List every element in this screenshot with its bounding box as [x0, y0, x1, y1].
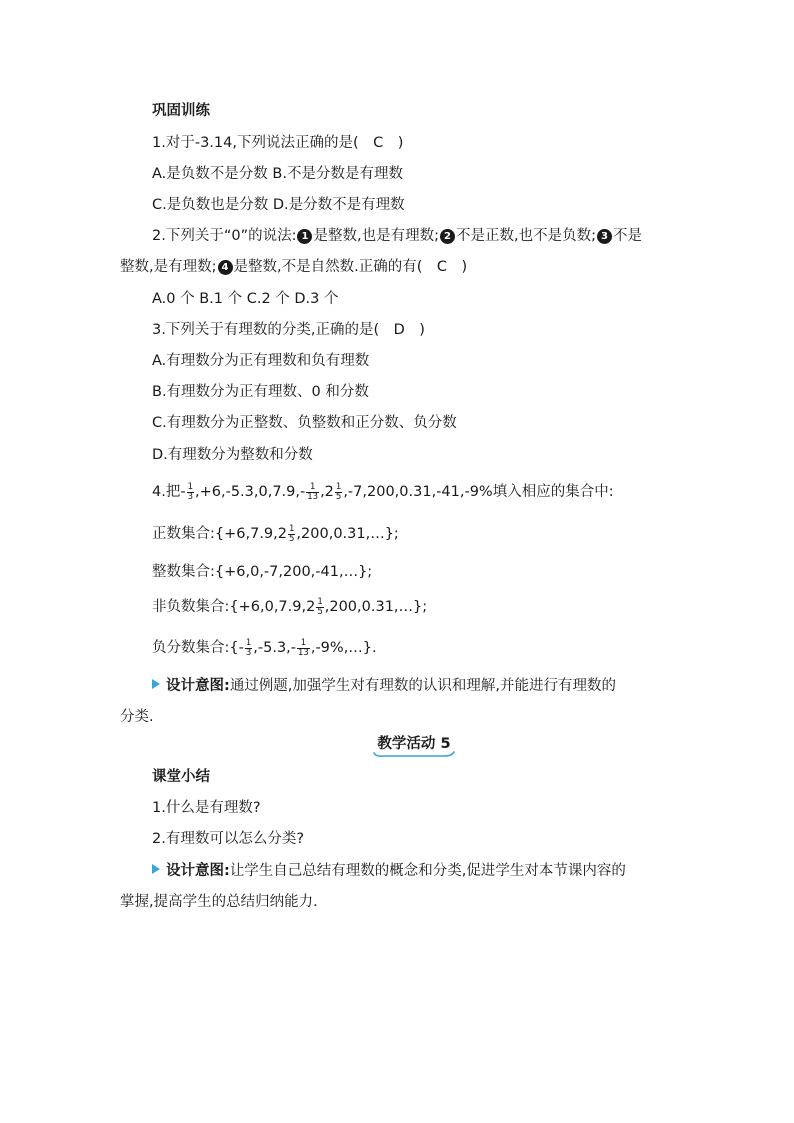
negative-fraction-set-text-2: ,-5.3,-: [253, 640, 297, 656]
title-underline-swoosh-icon: [372, 751, 456, 759]
fraction: [297, 639, 310, 658]
activity-title-text: 教学活动 5: [377, 736, 451, 752]
q4-text-1: 4.把-: [152, 484, 186, 500]
activity-title: [372, 734, 456, 754]
fraction-denominator: 13: [307, 491, 319, 502]
positive-set-text-1: 正数集合:{+6,7.9,2: [152, 526, 287, 542]
fraction-numerator: 1: [297, 639, 310, 649]
triangle-marker-icon: [152, 679, 160, 689]
fraction: [245, 639, 252, 658]
nonnegative-set-text-1: 非负数集合:{+6,0,7.9,2: [152, 599, 316, 615]
practice-heading: 巩固训练: [152, 103, 210, 119]
fraction: [335, 483, 342, 502]
circled-number-4: 4: [218, 260, 233, 275]
triangle-marker-icon: [152, 864, 160, 874]
summary-q2: 2.有理数可以怎么分类?: [152, 831, 305, 847]
practice-design-intent: [152, 676, 616, 696]
fraction-denominator: 13: [298, 647, 309, 658]
fraction-denominator: 5: [335, 491, 342, 502]
fraction-denominator: 3: [245, 647, 252, 658]
q2-stem: 2.下列关于“0”的说法:: [152, 228, 297, 244]
fraction: [316, 598, 323, 617]
design-intent-label: 设计意图:: [166, 678, 230, 694]
summary-q1: 1.什么是有理数?: [152, 800, 261, 816]
q4-text-2: ,+6,-5.3,0,7.9,-: [195, 484, 306, 500]
q4-stem: [152, 482, 614, 502]
summary-heading: 课堂小结: [152, 769, 210, 785]
q2-line2: [120, 257, 467, 277]
negative-fraction-set: [152, 638, 377, 658]
circled-number-3: 3: [597, 229, 612, 244]
fraction-numerator: 1: [245, 637, 252, 648]
q2-line1: [152, 226, 642, 246]
design-intent-label: 设计意图:: [166, 863, 230, 879]
positive-set-text-2: ,200,0.31,…};: [296, 526, 399, 542]
nonnegative-set: [152, 597, 427, 617]
q2-statement-1: 是整数,也是有理数;: [313, 228, 439, 244]
q2-statement-3-cont: 整数,是有理数;: [120, 259, 217, 275]
q3-option-a: A.有理数分为正有理数和负有理数: [152, 353, 370, 369]
negative-fraction-set-text-1: 负分数集合:{-: [152, 640, 244, 656]
q4-text-4: ,-7,200,0.31,-41,-9%填入相应的集合中:: [343, 484, 614, 500]
fraction-denominator: 5: [317, 606, 323, 617]
fraction-numerator: 1: [335, 481, 342, 492]
q3-option-c: C.有理数分为正整数、负整数和正分数、负分数: [152, 415, 457, 431]
circled-number-2: 2: [440, 229, 455, 244]
fraction-denominator: 3: [187, 491, 193, 502]
fraction-numerator: 1: [289, 523, 295, 534]
fraction-numerator: 1: [187, 481, 193, 492]
design-intent-text: 让学生自己总结有理数的概念和分类,促进学生对本节课内容的: [229, 863, 626, 879]
fraction: [187, 483, 194, 502]
fraction-denominator: 5: [289, 533, 295, 544]
integer-set: 整数集合:{+6,0,-7,200,-41,…};: [152, 564, 373, 580]
fraction-numerator: 1: [317, 596, 323, 607]
q2-statement-3: 不是: [612, 228, 642, 244]
q2-options: A.0 个 B.1 个 C.2 个 D.3 个: [152, 291, 339, 307]
fraction-numerator: 1: [306, 483, 319, 493]
summary-design-intent-cont: 掌握,提高学生的总结归纳能力.: [120, 894, 318, 910]
practice-design-intent-cont: 分类.: [120, 709, 154, 725]
negative-fraction-set-text-3: ,-9%,…}.: [310, 640, 377, 656]
design-intent-text: 通过例题,加强学生对有理数的认识和理解,并能进行有理数的: [229, 678, 617, 694]
q4-text-3: ,2: [320, 484, 334, 500]
q3-stem: 3.下列关于有理数的分类,正确的是( D ): [152, 322, 425, 338]
q3-option-b: B.有理数分为正有理数、0 和分数: [152, 384, 369, 400]
circled-number-1: 1: [297, 229, 312, 244]
q2-statement-4: 是整数,不是自然数.正确的有( C ): [233, 259, 468, 275]
summary-design-intent: [152, 861, 626, 881]
positive-set: [152, 524, 399, 544]
q1-options-ab: A.是负数不是分数 B.不是分数是有理数: [152, 166, 403, 182]
q2-statement-2: 不是正数,也不是负数;: [455, 228, 596, 244]
q1-stem: 1.对于-3.14,下列说法正确的是( C ): [152, 135, 404, 151]
q1-options-cd: C.是负数也是分数 D.是分数不是有理数: [152, 197, 405, 213]
q3-option-d: D.有理数分为整数和分数: [152, 447, 313, 463]
fraction: [288, 525, 295, 544]
fraction: [306, 483, 319, 502]
nonnegative-set-text-2: ,200,0.31,…};: [324, 599, 428, 615]
